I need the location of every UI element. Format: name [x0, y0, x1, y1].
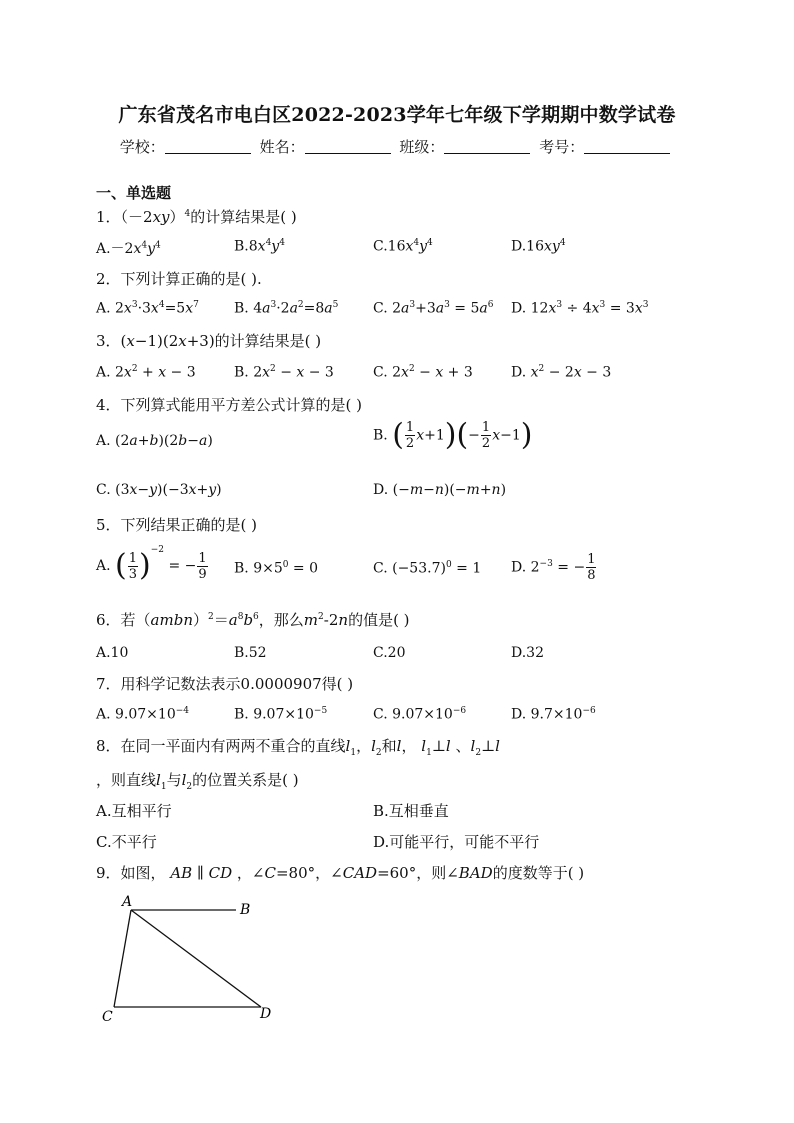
exam-number-label: 考号： [539, 138, 585, 156]
label-b: B [240, 902, 251, 918]
q4-option-b[interactable]: B. ( $\frac{1}{2}$ x+1)(− $\frac{1}{2}$ x−1) [373, 417, 533, 453]
school-blank[interactable] [165, 138, 251, 154]
q6-option-d[interactable]: D.32 [511, 645, 544, 661]
q5-option-a[interactable]: A. ( $\frac{1}{3}$ )$^{-2}$ = − $\frac{1}{9}$ [96, 545, 207, 583]
question-5: 5．下列结果正确的是( ) [96, 516, 258, 534]
question-4: 4．下列算式能用平方差公式计算的是( ) [96, 396, 363, 414]
q8-option-a[interactable]: A.互相平行 [96, 802, 172, 820]
q3-option-a[interactable]: A. $2x^2 + x - 3$ [96, 364, 196, 381]
q8-option-b[interactable]: B.互相垂直 [373, 802, 449, 820]
name-label: 姓名： [259, 138, 305, 156]
q1-option-d[interactable]: $D.16xy^4$ [511, 238, 566, 255]
name-blank[interactable] [305, 138, 391, 154]
q4-option-c[interactable]: C. (3x−y)(−3x+y) [96, 482, 222, 498]
q8-option-c[interactable]: C.不平行 [96, 833, 157, 851]
q2-option-c[interactable]: C. $2a^3+3a^3 = 5a^6$ [373, 300, 494, 317]
q1-option-a[interactable]: $A.-2x^4y^4$ [96, 240, 161, 257]
question-1: 1．$(-2xy)^4$的计算结果是( ) [96, 208, 297, 226]
q4-option-a[interactable]: A. (2a+b)(2b−a) [96, 433, 213, 449]
exam-number-blank[interactable] [584, 138, 670, 154]
label-d: D [260, 1006, 272, 1022]
page-title: 广东省茂名市电白区2022-2023学年七年级下学期期中数学试卷 [118, 104, 676, 126]
q2-option-a[interactable]: A. $2x^3\cdot 3x^4=5x^7$ [96, 300, 199, 317]
q7-option-d[interactable]: D. $9.7\times 10^{-6}$ [511, 706, 596, 723]
q3-option-b[interactable]: B. $2x^2 - x - 3$ [234, 364, 334, 381]
q4-option-d[interactable]: D. (−m−n)(−m+n) [373, 482, 507, 498]
geometry-figure [96, 890, 286, 1030]
question-2: 2．下列计算正确的是( ). [96, 270, 262, 288]
q7-option-b[interactable]: B. $9.07\times 10^{-5}$ [234, 706, 328, 723]
q3-option-c[interactable]: C. $2x^2 - x + 3$ [373, 364, 473, 381]
q1-option-c[interactable]: $C.16x^4y^4$ [373, 238, 433, 255]
q5-option-c[interactable]: C. $(-53.7)^0 = 1$ [373, 560, 482, 577]
segment-ac [114, 910, 131, 1007]
question-7: 7．用科学记数法表示0.0000907得( ) [96, 675, 354, 693]
school-label: 学校： [119, 138, 165, 156]
q6-option-b[interactable]: B.52 [234, 645, 267, 661]
question-6: 6．若$(ambn)^2=a^8b^6$，那么$m^2-2n$的值是( ) [96, 611, 410, 629]
question-3: 3．(x−1)(2x+3)的计算结果是( ) [96, 332, 322, 350]
section-heading: 一、单选题 [96, 184, 172, 202]
label-a: A [122, 894, 133, 910]
student-info-row [0, 136, 794, 157]
q5-option-d[interactable]: D. $2^{-3}$ = − $\frac{1}{8}$ [511, 552, 596, 583]
q7-option-a[interactable]: A. $9.07\times 10^{-4}$ [96, 706, 190, 723]
question-8-line-2: ，则直线$l_1$与$l_2$的位置关系是( ) [96, 771, 299, 792]
q6-option-a[interactable]: A.10 [96, 645, 129, 661]
q5-option-b[interactable]: B. $9\times 5^0 = 0$ [234, 560, 319, 577]
q2-option-b[interactable]: B. $4a^3\cdot 2a^2=8a^5$ [234, 300, 339, 317]
question-9: 9．如图， AB ∥ CD ，∠C=80°，∠CAD=60°，则∠BAD的度数等于( ) [96, 864, 585, 882]
question-8-line-1: 8．在同一平面内有两两不重合的直线$l_1$，$l_2$和l， $l_1\perp l$ 、$l_2\perp l$ [96, 737, 500, 758]
q3-option-d[interactable]: D. $x^2 - 2x - 3$ [511, 364, 612, 381]
class-label: 班级： [399, 138, 445, 156]
q1-option-b[interactable]: $B.8x^4y^4$ [234, 238, 285, 255]
q8-option-d[interactable]: D.可能平行，可能不平行 [373, 833, 540, 851]
segment-ad [131, 910, 261, 1007]
q2-option-d[interactable]: D. $12x^3 \div 4x^3 = 3x^3$ [511, 300, 649, 317]
q7-option-c[interactable]: C. $9.07\times 10^{-6}$ [373, 706, 467, 723]
class-blank[interactable] [444, 138, 530, 154]
q6-option-c[interactable]: C.20 [373, 645, 406, 661]
label-c: C [102, 1009, 113, 1025]
